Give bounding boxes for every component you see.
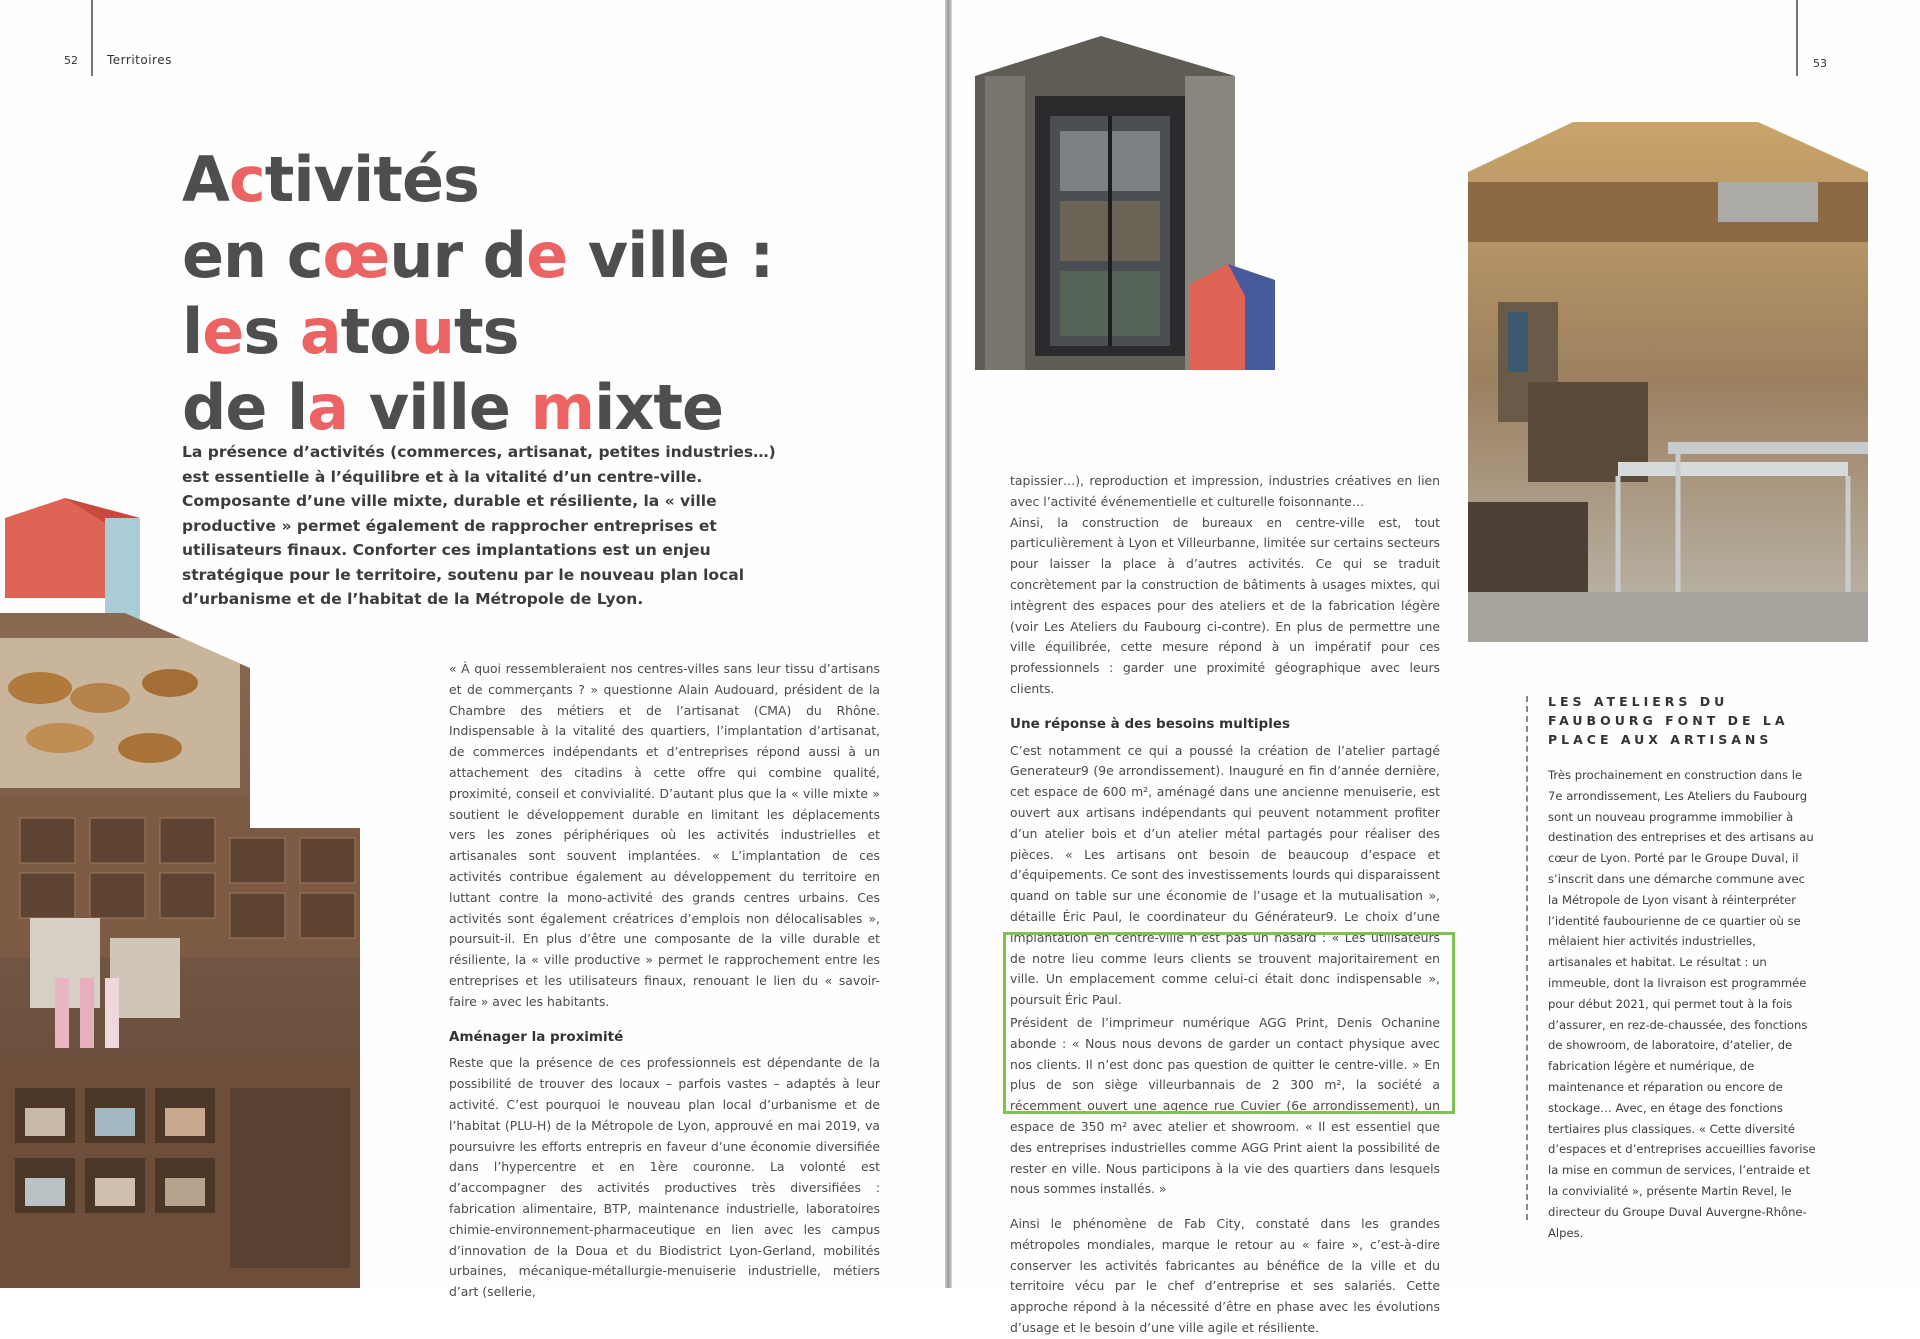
header-rule-right [1796, 0, 1798, 76]
section-label: Territoires [107, 53, 172, 67]
right-page [952, 0, 1920, 1336]
article-title [182, 142, 882, 446]
title-line [182, 218, 882, 294]
lead-paragraph: La présence d’activités (commerces, artisanat, petites industries…) est essentielle à l’équilibre et à la vitalité d’un centre-ville. Composante d’une ville mixte, durable et résiliente, la « ville productive » permet également de rapprocher entreprises et utilisateurs finaux. Conforter ces implantations est un enjeu stratégique pour le territoire, soutenu par le nouveau plan local d’urbanisme et de l’habitat de la Métropole de Lyon. [182, 443, 776, 608]
title-segment: s [243, 294, 300, 368]
title-accent-letter: c [228, 142, 265, 216]
subheading: Une réponse à des besoins multiples [1010, 715, 1291, 732]
title-accent-letter: m [530, 370, 595, 444]
title-segment: ur d [389, 218, 527, 292]
body-column-left [449, 659, 880, 1303]
paragraph: Ainsi le phénomène de Fab City, constaté dans les grandes métropoles mondiales, marque le retour au « faire », c’est-à-dire conserver les activités fabricantes au bénéfice de la ville et du territoire vécu par le chef d’entreprise et ses salariés. Cette approche répond à la nécessité d’être en phase avec les évolutions d’usage et le besoin d’une ville agile et résiliente. [1010, 1216, 1440, 1336]
title-accent-letter: œ [322, 218, 390, 292]
highlighted-quote: Président de l’imprimeur numérique AGG Print, Denis Ochanine abonde : « Nous nous devons de garder un contact physique avec nos clients. Il n’est donc pas question de quitter le centre-ville. » En plus de son siège villeurbannais de 2 300 m², la société a récemment ouvert une agence rue Cuvier (6e arrondissement), un espace de 350 m² avec atelier et showroom. « Il est essentiel que des entreprises industrielles comme AGG Print aient la possibilité de rester en ville. Nous participons à la vie des quartiers dans lesquels nous sommes installés. » [1010, 1014, 1440, 1197]
workshop-photo [1468, 122, 1898, 642]
title-segment: A [182, 142, 229, 216]
title-line [182, 142, 882, 218]
title-segment: ville : [567, 218, 774, 292]
paragraph: Reste que la présence de ces professionnels est dépendante de la possibilité de trouver des locaux – parfois vastes – adaptés à leur activité. C’est pourquoi le nouveau plan local d’urbanisme et de l’habitat (PLU-H) de la Métropole de Lyon, approuvé en mai 2019, va poursuivre les efforts entrepris en faveur d’une économie diversifiée dans l’hypercentre et en 1ère couronne. La volonté est d’accompagner des activités productives très diversifiées : fabrication alimentaire, BTP, maintenance industrielle, laboratoires chimie-environnement-pharmaceutique en lien avec les campus d’innovation de la Doua et du Biodistrict Lyon-Gerland, mobilités urbaines, mécanique-métallurgie-menuiserie industrielle, métiers d’art (sellerie, [449, 1055, 880, 1300]
title-accent-letter: e [526, 218, 568, 292]
paragraph: tapissier…), reproduction et impression, industries créatives en lien avec l’activité événementielle et culturelle foisonnante… [1010, 473, 1440, 509]
title-line [182, 294, 882, 370]
title-accent-letter: a [307, 370, 349, 444]
sidebar [1548, 692, 1818, 1243]
header-rule-left [91, 0, 93, 76]
subheading: Aménager la proximité [449, 1028, 624, 1045]
paragraph: C’est notamment ce qui a poussé la création de l’atelier partagé Generateur9 (9e arrondissement). Inauguré en fin d’année dernière, cet espace de 600 m², aménagé dans une ancienne menuiserie, est ouvert aux artisans indépendants qui peuvent notamment profiter d’un atelier bois et d’un atelier métal partagés pour réaliser des pièces. « Les artisans ont besoin de beaucoup d’espace et d’équipements. Ce sont des investissements lourds qui disparaissent quand on table sur une économie de l’usage et la mutualisation », détaille Éric Paul, le coordinateur du Générateur9. Le choix d’une implantation en centre-ville n’est pas un hasard : « Les utilisateurs de notre lieu comme leurs clients se trouvent majoritairement en ville. Un emplacement comme celui-ci était donc indispensable », poursuit Éric Paul. [1010, 742, 1440, 1008]
title-accent-letter: a [299, 294, 341, 368]
title-line [182, 370, 882, 446]
sidebar-rule [1526, 696, 1528, 1220]
title-segment: l [182, 294, 203, 368]
highlight-box [1003, 932, 1455, 1114]
title-segment: de l [182, 370, 308, 444]
title-segment: tivités [264, 142, 479, 216]
title-accent-letter: e [202, 294, 244, 368]
page-number-left: 52 [64, 54, 78, 67]
title-accent-letter: u [410, 294, 455, 368]
title-segment: ville [348, 370, 531, 444]
sidebar-text: Très prochainement en construction dans le 7e arrondissement, Les Ateliers du Faubourg sont un nouveau programme immobilier à destination des entreprises et des artisans au cœur de Lyon. Porté par le Groupe Duval, il s’inscrit dans une démarche commune avec la Métropole de Lyon visant à réinterpréter l’identité faubourienne de ce quartier où se mêlaient hier activités industrielles, artisanales et habitat. Le résultat : un immeuble, dont la livraison est programmée pour début 2021, qui permet tout à la fois d’assurer, en rez-de-chaussée, des fonctions de showroom, de laboratoire, d’atelier, de fabrication légère et numérique, de maintenance et réparation ou encore de stockage… Avec, en étage des fonctions tertiaires plus classiques. « Cette diversité d’espaces et d’entreprises accueillies favorise la mise en commun de services, l’entraide et la convivialité », présente Martin Revel, le directeur du Groupe Duval Auvergne-Rhône-Alpes. [1548, 768, 1816, 1240]
sidebar-heading: LES ATELIERS DU FAUBOURG FONT DE LA PLACE AUX ARTISANS [1548, 694, 1789, 747]
spine [945, 0, 952, 1288]
page-number-right: 53 [1813, 57, 1827, 70]
title-segment: ts [454, 294, 519, 368]
title-segment: to [340, 294, 411, 368]
title-segment: ixte [594, 370, 724, 444]
doorway-photo [975, 36, 1275, 370]
title-segment: en c [182, 218, 323, 292]
paragraph: Ainsi, la construction de bureaux en centre-ville est, tout particulièrement à Lyon et Villeurbanne, limitée sur certains secteurs pour laisser la place à d’autres activités. Ce qui se traduit concrètement par la construction de bâtiments à usages mixtes, qui intègrent des espaces pour des ateliers et de la fabrication légère (voir Les Ateliers du Faubourg ci-contre). En plus de permettre une ville équilibrée, cette mesure répond à un impératif pour ces professionnels : garder une proximité géographique avec leurs clients. [1010, 514, 1440, 696]
paragraph: « À quoi ressembleraient nos centres-villes sans leur tissu d’artisans et de commerçants ? » questionne Alain Audouard, président de la Chambre des métiers et de l’artisanat (CMA) du Rhône. Indispensable à la vitalité des quartiers, l’implantation d’artisanat, de commerces indépendants et d’entreprises répond aussi à un attachement des citadins à cette offre qui combine qualité, proximité, conseil et convivialité. D’autant plus que la « ville mixte » soutient le développement durable en limitant les déplacements vers les zones périphériques où les activités industrielles et artisanales sont souvent implantées. « L’implantation de ces activités contribue également au développement du territoire en luttant contre la mono-activité des grands centres urbains. Ces activités sont également créatrices d’emplois non délocalisables », poursuit-il. En plus d’être une composante de la ville durable et résiliente, la « ville productive » permet le rapprochement entre les entreprises et les utilisateurs finaux, renouant le lien du « savoir-faire » avec les habitants. [449, 661, 880, 1009]
shop-photo-illustration [0, 498, 370, 1288]
body-column-right [1010, 471, 1440, 1339]
left-page [0, 0, 945, 1300]
